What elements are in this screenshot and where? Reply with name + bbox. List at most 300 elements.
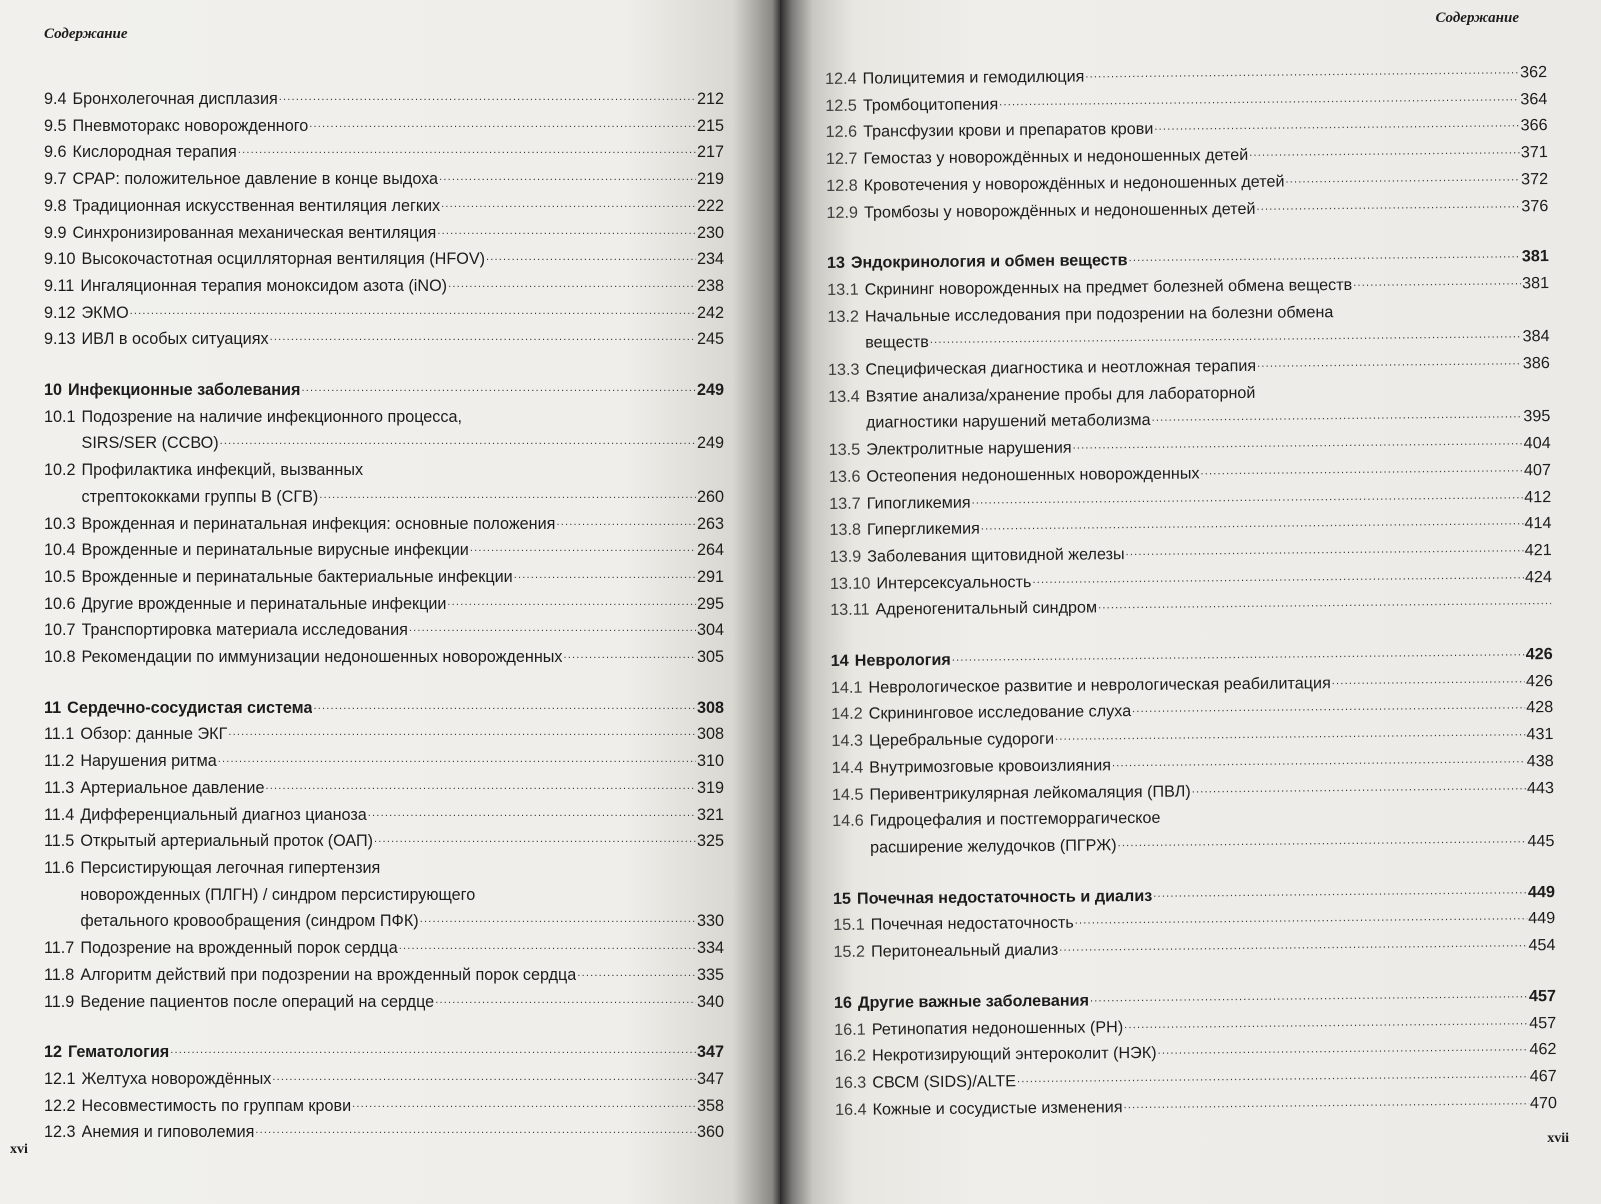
leader-dots	[1256, 200, 1520, 223]
page-number: 217	[696, 143, 724, 162]
page-number: 334	[696, 939, 724, 958]
toc-chapter-12[interactable]	[44, 1039, 724, 1066]
entry-title: ЭКМО	[81, 303, 129, 322]
page-number: 381	[1521, 247, 1549, 266]
entry-title: Открытый артериальный проток (ОАП)	[80, 832, 374, 851]
entry-number: 13.9	[829, 547, 862, 566]
entry-number: 10.2	[44, 461, 76, 480]
entry-title: Синхронизированная механическая вентиляция	[72, 223, 437, 242]
chapter-title: Инфекционные заболевания	[68, 381, 301, 400]
toc-chapter-11[interactable]	[44, 695, 724, 722]
right-page	[780, 0, 1601, 1204]
leader-dots	[272, 1073, 696, 1093]
leader-dots	[1085, 66, 1519, 90]
leader-dots	[279, 93, 696, 113]
entry-title: Почечная недостаточность	[870, 914, 1074, 934]
toc-entry[interactable]	[44, 1066, 724, 1093]
entry-title: фетального кровообращения (синдром ПФК)	[80, 912, 419, 931]
leader-dots	[1332, 675, 1525, 697]
entry-number: 14.2	[831, 705, 863, 724]
chapter-title: Другие важные заболевания	[857, 991, 1090, 1012]
leader-dots	[1154, 119, 1519, 143]
entry-number: 12.5	[825, 96, 857, 115]
entry-number: 14.6	[832, 811, 864, 831]
entry-number: 9.6	[44, 143, 67, 162]
entry-number: 9.7	[44, 170, 67, 189]
entry-number: 12.8	[826, 176, 858, 195]
leader-dots	[218, 755, 696, 775]
page-number: 304	[696, 621, 724, 640]
entry-title: Тромбоцитопения	[862, 95, 999, 115]
page-number: 245	[696, 330, 724, 349]
entry-title: Алгоритм действий при подозрении на врожденный порок сердца	[80, 965, 577, 984]
page-number: 335	[696, 965, 724, 984]
page-number: 263	[696, 514, 724, 533]
toc-entry[interactable]	[44, 989, 724, 1016]
entry-number: 13.10	[829, 574, 871, 593]
entry-number: 15.2	[833, 942, 866, 962]
entry-number: 12.2	[44, 1096, 76, 1115]
entry-title: Традиционная искусственная вентиляция легких	[72, 196, 441, 215]
entry-title: Трансфузии крови и препаратов крови	[863, 120, 1154, 142]
page-number: 340	[696, 992, 724, 1011]
page-number: 384	[1522, 327, 1550, 346]
entry-number: 11.8	[44, 965, 75, 984]
page-number: 319	[696, 778, 724, 797]
entry-title: Некротизирующий энтероколит (НЭК)	[871, 1044, 1157, 1065]
leader-dots	[238, 146, 696, 166]
leader-dots	[374, 835, 696, 855]
entry-title: Врожденные и перинатальные вирусные инфекции	[81, 541, 469, 560]
entry-title: Неврологическое развитие и неврологическая реабилитация	[868, 673, 1331, 697]
entry-title: Перивентрикулярная лейкомаляция (ПВЛ)	[869, 782, 1191, 804]
toc-entry[interactable]	[44, 246, 724, 273]
toc-entry[interactable]	[44, 828, 724, 855]
page-number: 407	[1523, 460, 1551, 480]
entry-number: 14.3	[831, 731, 864, 751]
toc-entry[interactable]	[832, 801, 1554, 861]
entry-title: Гипогликемия	[866, 493, 971, 513]
entry-title: Кровотечения у новорождённых и недоношенных детей	[863, 172, 1285, 195]
page-number: 360	[696, 1123, 724, 1142]
entry-number: 10.7	[44, 621, 76, 640]
page-number: 371	[1520, 143, 1548, 162]
page-number: 212	[696, 90, 724, 108]
entry-number: 13.11	[830, 600, 870, 620]
entry-title: Гипергликемия	[866, 519, 980, 539]
toc-entry[interactable]	[827, 297, 1549, 357]
leader-dots	[309, 119, 696, 139]
page-number: 321	[696, 805, 724, 824]
leader-dots	[439, 173, 696, 193]
page-number: 404	[1523, 434, 1551, 453]
page-number: 238	[696, 276, 724, 295]
page-number: 230	[696, 223, 724, 242]
toc-entry[interactable]	[44, 802, 724, 829]
entry-title: Полицитемия и гемодилюция	[862, 67, 1085, 88]
leader-dots	[319, 491, 696, 511]
page-number: 376	[1521, 196, 1549, 215]
page-number: 305	[696, 648, 724, 667]
entry-title: Скрининг новорожденных на предмет болезней обмена веществ	[864, 275, 1353, 299]
page-number: 428	[1526, 698, 1554, 717]
entry-title: Скрининговое исследование слуха	[868, 702, 1132, 724]
chapter-title: Почечная недостаточность и диализ	[856, 886, 1153, 908]
leader-dots	[1124, 1097, 1530, 1121]
toc-entry[interactable]	[44, 644, 724, 671]
entry-number: 13.4	[828, 387, 860, 406]
entry-title: стрептококками группы В (СГВ)	[81, 487, 319, 506]
entry-title-line: Гидроцефалия и постгеморрагическое	[869, 809, 1161, 830]
entry-number: 11.6	[44, 858, 75, 877]
entry-number: 9.8	[44, 196, 67, 215]
page-number: 362	[1519, 63, 1548, 82]
toc-entry[interactable]	[44, 935, 724, 962]
page-number: 421	[1524, 541, 1552, 560]
entry-number: 10.4	[44, 541, 76, 560]
entry-number: 16.3	[834, 1073, 867, 1092]
page-number: 457	[1529, 1013, 1557, 1032]
chapter-title: Сердечно-сосудистая система	[67, 698, 313, 717]
entry-number: 9.13	[44, 330, 76, 349]
toc-entry[interactable]	[828, 377, 1550, 437]
toc-entry[interactable]	[44, 617, 724, 644]
page-number: 249	[696, 434, 724, 453]
entry-number: 9.4	[44, 90, 67, 108]
leader-dots	[448, 280, 696, 300]
leader-dots	[399, 942, 696, 962]
toc-left	[44, 86, 724, 1146]
entry-title: CPAP: положительное давление в конце выдоха	[72, 170, 439, 189]
leader-dots	[420, 915, 696, 935]
entry-title: Гемостаз у новорождённых и недоношенных детей	[863, 146, 1249, 168]
page-number: 347	[696, 1043, 724, 1062]
entry-title: Заболевания щитовидной железы	[867, 545, 1125, 566]
page-number: 454	[1528, 936, 1556, 955]
chapter-title: Гематология	[68, 1043, 170, 1062]
page-number: 219	[696, 170, 724, 189]
page-number: 325	[696, 832, 724, 851]
toc-entry[interactable]	[44, 1119, 724, 1146]
entry-title: диагностики нарушений метаболизма	[865, 411, 1151, 433]
leader-dots	[1153, 886, 1527, 910]
leader-dots	[270, 333, 696, 353]
entry-title-line: новорожденных (ПЛГН) / синдром персистирующего	[80, 885, 476, 904]
page-number: 358	[696, 1096, 724, 1115]
entry-title: Кожные и сосудистые изменения	[872, 1097, 1123, 1119]
entry-title-line: Персистирующая легочная гипертензия	[80, 858, 381, 877]
toc-entry[interactable]	[44, 962, 724, 989]
page-number: 347	[696, 1069, 724, 1088]
leader-dots	[1090, 990, 1528, 1014]
page-number: 467	[1529, 1066, 1557, 1086]
entry-number: 13.5	[828, 440, 861, 460]
toc-chapter-10[interactable]	[44, 377, 724, 404]
leader-dots	[556, 517, 696, 537]
leader-dots	[1132, 701, 1525, 725]
entry-number: 12.1	[44, 1069, 76, 1088]
entry-title: Тромбозы у новорождённых и недоношенных детей	[863, 199, 1256, 222]
entry-number: 13.6	[828, 467, 861, 486]
entry-title: Специфическая диагностика и неотложная терапия	[865, 356, 1257, 379]
entry-title: Пневмоторакс новорожденного	[72, 116, 309, 135]
page-number: 431	[1526, 725, 1554, 744]
leader-dots	[1257, 357, 1522, 380]
toc-entry[interactable]	[44, 273, 724, 300]
toc-entry[interactable]	[44, 457, 724, 510]
page-number: 295	[696, 594, 724, 613]
chapter-number: 16	[833, 993, 853, 1012]
leader-dots	[220, 437, 696, 457]
entry-title: Несовместимость по группам крови	[81, 1096, 352, 1115]
entry-number: 14.1	[830, 678, 863, 697]
page-number: 215	[696, 116, 724, 135]
leader-dots	[313, 701, 696, 721]
entry-number: 15.1	[833, 916, 865, 935]
entry-title: Рекомендации по иммунизации недоношенных новорожденных	[81, 648, 563, 667]
toc-entry[interactable]	[44, 564, 724, 591]
toc-entry[interactable]	[44, 748, 724, 775]
entry-number: 11.9	[44, 992, 75, 1011]
page-number: 462	[1529, 1040, 1557, 1059]
entry-number: 16.4	[834, 1100, 867, 1119]
entry-number: 10.5	[44, 567, 76, 586]
entry-title: Внутримозговые кровоизлияния	[869, 756, 1112, 777]
entry-number: 12.3	[44, 1123, 76, 1142]
page-number: 470	[1529, 1093, 1558, 1112]
page-number: 291	[696, 567, 724, 586]
leader-dots	[514, 571, 696, 591]
entry-number: 11.7	[44, 939, 75, 958]
leader-dots	[1158, 1043, 1529, 1067]
entry-number: 11.3	[44, 778, 75, 797]
chapter-title: Эндокринология и обмен веществ	[850, 251, 1128, 272]
leader-dots	[470, 544, 696, 564]
entry-title: Остеопения недоношенных новорожденных	[866, 464, 1200, 486]
entry-number: 13.8	[829, 520, 862, 540]
leader-dots	[368, 808, 696, 828]
entry-title: Ретинопатия недоношенных (РН)	[871, 1017, 1124, 1039]
entry-title: расширение желудочков (ПГРЖ)	[869, 836, 1117, 857]
page-number: 364	[1520, 89, 1548, 109]
entry-number: 9.10	[44, 250, 76, 269]
entry-number: 13.2	[827, 307, 860, 326]
entry-title: Перитонеальный диализ	[870, 940, 1059, 961]
entry-number: 13.7	[829, 494, 861, 513]
page-number: 443	[1526, 778, 1555, 797]
entry-number: 14.4	[831, 758, 864, 777]
entry-number: 12.6	[825, 123, 858, 142]
entry-title: Электролитные нарушения	[866, 438, 1072, 459]
leader-dots	[255, 1126, 696, 1146]
leader-dots	[265, 782, 696, 802]
page-number: 412	[1524, 487, 1552, 506]
entry-number: 11.2	[44, 752, 75, 771]
entry-number: 9.11	[44, 276, 75, 295]
toc-entry[interactable]	[44, 113, 724, 140]
page-number: 366	[1520, 116, 1548, 135]
toc-entry[interactable]	[44, 775, 724, 802]
leader-dots	[435, 995, 696, 1015]
entry-title: Врожденные и перинатальные бактериальные инфекции	[81, 567, 513, 586]
toc-entry[interactable]	[44, 166, 724, 193]
toc-entry[interactable]	[44, 326, 724, 353]
entry-number: 11.5	[44, 832, 75, 851]
running-head: Содержание	[1435, 10, 1519, 26]
toc-entry[interactable]	[44, 300, 724, 327]
entry-title: Дифференциальный диагноз цианоза	[80, 805, 367, 824]
running-head: Содержание	[44, 26, 128, 42]
entry-title: веществ	[865, 333, 929, 352]
leader-dots	[1117, 835, 1526, 859]
leader-dots	[352, 1099, 696, 1119]
leader-dots	[301, 384, 696, 404]
entry-title-line: Начальные исследования при подозрении на болезни обмена	[864, 302, 1334, 326]
page-number: 426	[1525, 645, 1553, 664]
entry-number: 10.1	[44, 407, 76, 426]
leader-dots	[1152, 410, 1523, 434]
leader-dots	[170, 1046, 696, 1066]
chapter-title: Неврология	[854, 650, 951, 670]
entry-number: 11.4	[44, 805, 75, 824]
entry-number: 13.1	[827, 280, 859, 299]
toc-entry[interactable]	[44, 86, 724, 113]
entry-title: Анемия и гиповолемия	[81, 1123, 255, 1142]
entry-title: Желтуха новорождённых	[81, 1069, 272, 1088]
page-number: 264	[696, 541, 724, 560]
page-number: 308	[696, 698, 724, 717]
entry-number: 11.1	[44, 725, 75, 744]
entry-number: 9.5	[44, 116, 67, 135]
chapter-number: 11	[44, 698, 62, 717]
leader-dots	[1124, 1016, 1528, 1040]
entry-title: Подозрение на врожденный порок сердца	[80, 939, 398, 958]
toc-entry[interactable]	[44, 1093, 724, 1120]
left-page	[0, 0, 780, 1204]
leader-dots	[1249, 146, 1520, 169]
chapter-number: 10	[44, 381, 63, 400]
page-folio: xvii	[1547, 1131, 1569, 1146]
entry-title: Церебральные судороги	[868, 730, 1055, 750]
chapter-number: 12	[44, 1043, 63, 1062]
page-number: 449	[1527, 882, 1556, 901]
page-number: 438	[1526, 751, 1554, 771]
entry-title: Адреногенитальный синдром	[875, 598, 1098, 619]
entry-title: СВСМ (SIDS)/ALTE	[872, 1072, 1017, 1092]
page-folio: xvi	[10, 1142, 28, 1157]
page-number: 310	[696, 752, 724, 771]
entry-title: Нарушения ритма	[80, 752, 217, 771]
entry-title: Ведение пациентов после операций на сердце	[80, 992, 435, 1011]
entry-title-line: Взятие анализа/хранение пробы для лабораторной	[865, 383, 1256, 406]
page-number: 386	[1522, 354, 1550, 373]
toc-entry[interactable]	[44, 404, 724, 457]
leader-dots	[563, 651, 696, 671]
leader-dots	[228, 728, 696, 748]
entry-number: 12.4	[825, 69, 857, 88]
chapter-number: 14	[830, 651, 849, 671]
page-number: 330	[696, 912, 724, 931]
entry-title: Транспортировка материала исследования	[81, 621, 408, 640]
page-number: 457	[1528, 986, 1557, 1006]
toc-entry[interactable]	[44, 220, 724, 247]
entry-title: Бронхолегочная дисплазия	[72, 90, 278, 108]
leader-dots	[441, 200, 696, 220]
entry-title: Врожденная и перинатальная инфекция: основные положения	[81, 514, 556, 533]
entry-title: Артериальное давление	[80, 778, 265, 797]
page-number: 381	[1522, 273, 1550, 293]
leader-dots	[437, 226, 696, 246]
leader-dots	[577, 969, 696, 989]
leader-dots	[1285, 173, 1520, 195]
page-number: 234	[696, 250, 724, 269]
entry-title: Обзор: данные ЭКГ	[80, 725, 228, 744]
entry-title: ИВЛ в особых ситуациях	[81, 330, 269, 349]
entry-title: Кислородная терапия	[72, 143, 237, 162]
entry-number: 13.3	[827, 360, 860, 380]
page-number: 449	[1528, 909, 1556, 928]
leader-dots	[1192, 782, 1526, 805]
page-number: 249	[696, 381, 724, 400]
entry-number: 14.5	[831, 785, 864, 804]
page-number: 395	[1523, 407, 1551, 426]
entry-number: 12.9	[826, 203, 859, 222]
toc-entry[interactable]	[44, 511, 724, 538]
entry-number: 16.1	[834, 1020, 866, 1039]
leader-dots	[1129, 250, 1521, 274]
page-number: 445	[1527, 832, 1555, 851]
leader-dots	[130, 306, 696, 326]
page-number: 242	[696, 303, 724, 322]
entry-number: 10.6	[44, 594, 76, 613]
page-number: 308	[696, 725, 724, 744]
entry-number: 9.12	[44, 303, 76, 322]
toc-entry[interactable]	[44, 591, 724, 618]
leader-dots	[409, 624, 696, 644]
chapter-number: 13	[826, 254, 845, 273]
toc-entry[interactable]	[44, 855, 724, 935]
page-number: 424	[1524, 567, 1553, 586]
entry-number: 16.2	[834, 1046, 867, 1066]
page-number: 414	[1524, 514, 1552, 533]
toc-entry[interactable]	[44, 193, 724, 220]
entry-title-line: Подозрение на наличие инфекционного процесса,	[81, 407, 463, 426]
entry-number: 9.9	[44, 223, 67, 242]
entry-title-line: Профилактика инфекций, вызванных	[81, 461, 364, 480]
entry-title: Ингаляционная терапия моноксидом азота (iNO)	[80, 276, 448, 295]
entry-number: 10.8	[44, 648, 76, 667]
entry-number: 12.7	[825, 149, 858, 169]
toc-entry[interactable]	[835, 1090, 1557, 1124]
leader-dots	[1126, 544, 1524, 568]
toc-entry[interactable]	[44, 537, 724, 564]
page-number: 222	[696, 196, 724, 215]
toc-entry[interactable]	[44, 139, 724, 166]
chapter-number: 15	[832, 889, 852, 908]
entry-number: 10.3	[44, 514, 76, 533]
entry-title: Интерсексуальность	[876, 572, 1032, 593]
leader-dots	[1112, 755, 1526, 779]
leader-dots	[447, 597, 696, 617]
leader-dots	[1200, 464, 1523, 487]
page-number: 426	[1525, 671, 1554, 691]
toc-entry[interactable]	[44, 721, 724, 748]
entry-title: SIRS/SER (ССВО)	[81, 434, 219, 453]
leader-dots	[486, 253, 696, 273]
page-number: 372	[1521, 169, 1549, 189]
entry-title: Высокочастотная осцилляторная вентиляция (HFOV)	[81, 250, 486, 269]
entry-title: Другие врожденные и перинатальные инфекции	[81, 594, 447, 613]
